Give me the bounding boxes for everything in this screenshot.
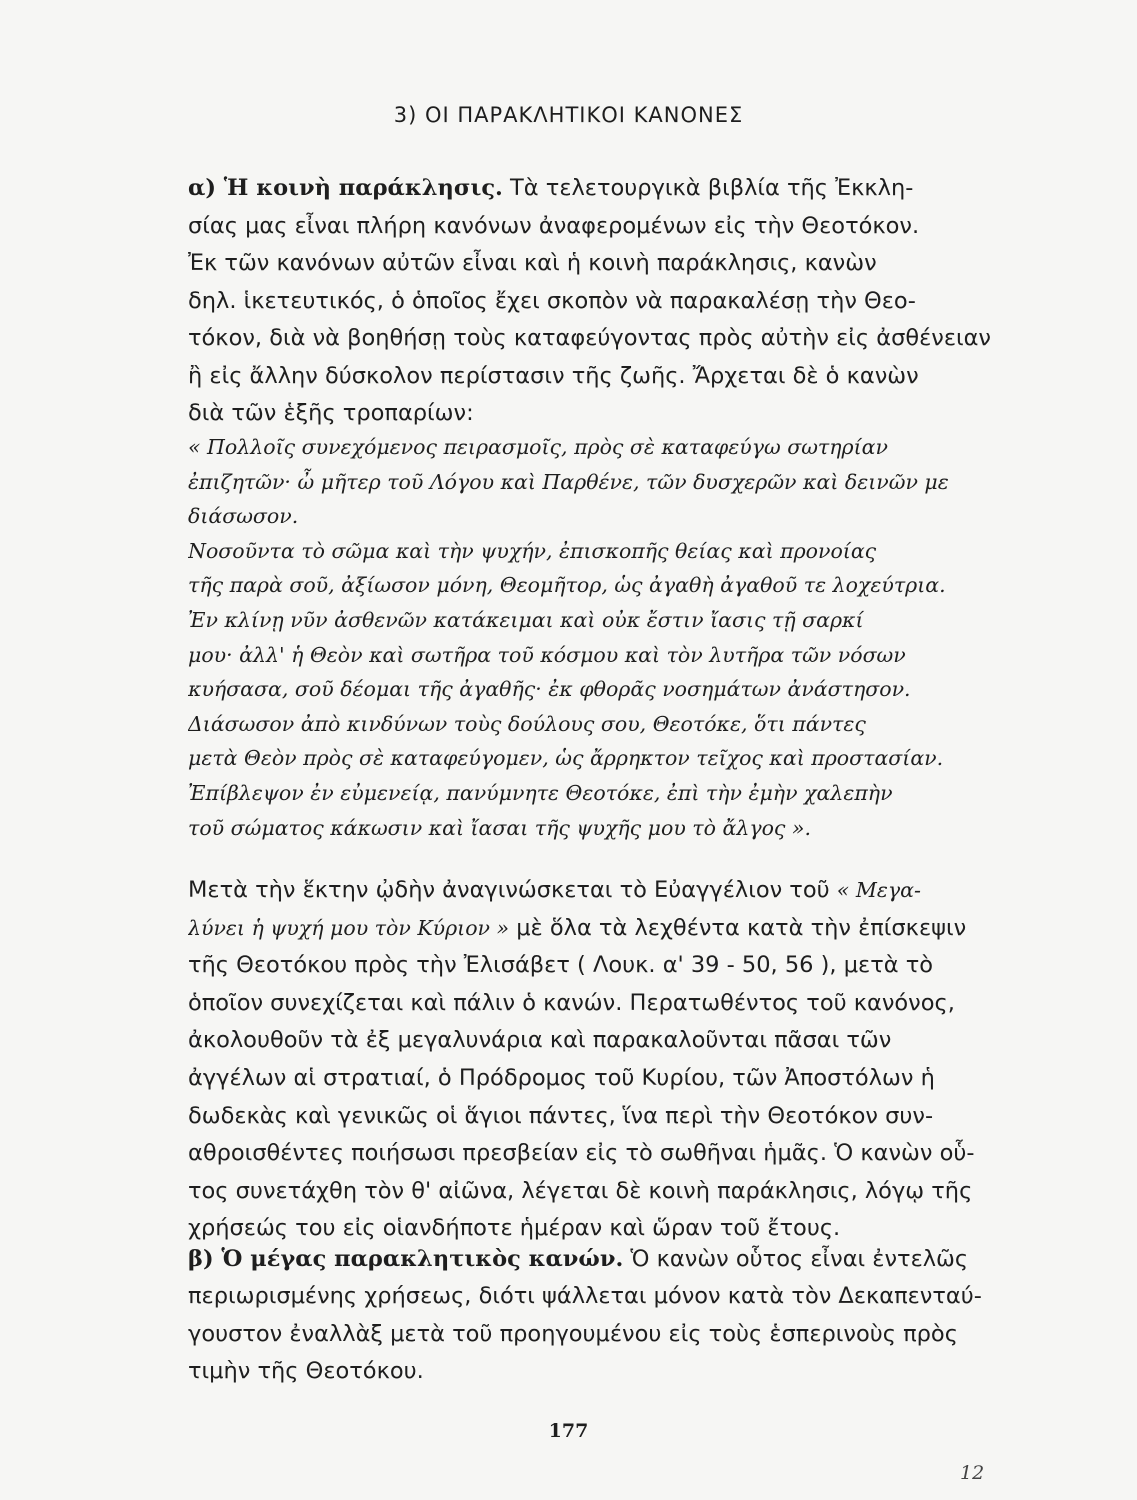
- signature-mark: 12: [960, 1462, 985, 1484]
- quote-line: Διάσωσον ἀπὸ κινδύνων τοὺς δούλους σου, Θεοτόκε, ὅτι πάντες: [188, 711, 866, 736]
- quote-line: τοῦ σώματος κάκωσιν καὶ ἴασαι τῆς ψυχῆς μου τὸ ἄλγος ».: [188, 815, 811, 840]
- text-line: ἀγγέλων αἱ στρατιαί, ὁ Πρόδρομος τοῦ Κυρίου, τῶν Ἀποστόλων ἡ: [188, 1064, 935, 1091]
- section-a-paragraph: [188, 170, 998, 433]
- text-line: ὁποῖον συνεχίζεται καὶ πάλιν ὁ κανών. Περατωθέντος τοῦ κανόνος,: [188, 989, 955, 1016]
- chapter-heading: 3) ΟΙ ΠΑΡΑΚΛΗΤΙΚΟΙ ΚΑΝΟΝΕΣ: [393, 103, 744, 127]
- text-line: δηλ. ἱκετευτικός, ὁ ὁποῖος ἔχει σκοπὸν νὰ παρακαλέσῃ τὴν Θεο-: [188, 287, 916, 314]
- text-line: τῆς Θεοτόκου πρὸς τὴν Ἐλισάβετ ( Λουκ. α' 39 - 50, 56 ), μετὰ τὸ: [188, 952, 934, 979]
- text-line: περιωρισμένης χρήσεως, διότι ψάλλεται μόνον κατὰ τὸν Δεκαπενταύ-: [188, 1283, 982, 1310]
- text-line: α) Ἡ κοινὴ παράκλησις. Τὰ τελετουργικὰ βιβλία τῆς Ἐκκλη-: [188, 175, 914, 201]
- quote-line: τῆς παρὰ σοῦ, ἀξίωσον μόνη, Θεομῆτορ, ὡς ἀγαθὴ ἀγαθοῦ τε λοχεύτρια.: [188, 573, 946, 598]
- quote-line: Ἐν κλίνῃ νῦν ἀσθενῶν κατάκειμαι καὶ οὐκ ἔστιν ἴασις τῇ σαρκί: [188, 607, 864, 632]
- troparia-quote: [188, 430, 998, 845]
- section-b-label: β) Ὁ μέγας παρακλητικὸς κανών.: [188, 1246, 624, 1272]
- text-line: ἢ εἰς ἄλλην δύσκολον περίστασιν τῆς ζωῆς. Ἄρχεται δὲ ὁ κανὼν: [188, 362, 919, 389]
- text-line: ἀκολουθοῦν τὰ ἐξ μεγαλυνάρια καὶ παρακαλοῦνται πᾶσαι τῶν: [188, 1027, 892, 1054]
- quote-line: ἐπιζητῶν· ὦ μῆτερ τοῦ Λόγου καὶ Παρθένε, τῶν δυσχερῶν καὶ δεινῶν με: [188, 469, 949, 494]
- page-number: 177: [548, 1420, 589, 1442]
- quote-line: κυήσασα, σοῦ δέομαι τῆς ἀγαθῆς· ἐκ φθορᾶς νοσημάτων ἀνάστησον.: [188, 677, 911, 702]
- quote-line: Νοσοῦντα τὸ σῶμα καὶ τὴν ψυχήν, ἐπισκοπῆς θείας καὶ προνοίας: [188, 538, 877, 563]
- text-line: σίας μας εἶναι πλήρη κανόνων ἀναφερομένων εἰς τὴν Θεοτόκον.: [188, 212, 920, 239]
- text-line: τιμὴν τῆς Θεοτόκου.: [188, 1357, 424, 1384]
- section-a-label: α) Ἡ κοινὴ παράκλησις.: [188, 175, 503, 201]
- text-line: δωδεκὰς καὶ γενικῶς οἱ ἅγιοι πάντες, ἵνα περὶ τὴν Θεοτόκον συν-: [188, 1102, 934, 1129]
- text-line: χρήσεώς του εἰς οἱανδήποτε ἡμέραν καὶ ὥραν τοῦ ἔτους.: [188, 1215, 841, 1242]
- quote-line: διάσωσον.: [188, 504, 299, 529]
- section-b-paragraph: [188, 1241, 998, 1390]
- text-line: αθροισθέντες ποιήσωσι πρεσβείαν εἰς τὸ σωθῆναι ἡμᾶς. Ὁ κανὼν οὗ-: [188, 1140, 975, 1167]
- text-line: Μετὰ τὴν ἕκτην ᾠδὴν ἀναγινώσκεται τὸ Εὐαγγέλιον τοῦ « Μεγα-: [188, 877, 921, 903]
- text-line: β) Ὁ μέγας παρακλητικὸς κανών. Ὁ κανὼν οὗτος εἶναι ἐντελῶς: [188, 1246, 969, 1272]
- text-line: Ἐκ τῶν κανόνων αὐτῶν εἶναι καὶ ἡ κοινὴ παράκλησις, κανὼν: [188, 250, 877, 276]
- quote-line: μετὰ Θεὸν πρὸς σὲ καταφεύγομεν, ὡς ἄρρηκτον τεῖχος καὶ προστασίαν.: [188, 746, 944, 771]
- text-line: γουστον ἐναλλὰξ μετὰ τοῦ προηγουμένου εἰς τοὺς ἑσπερινοὺς πρὸς: [188, 1320, 958, 1347]
- text-line: τος συνετάχθη τὸν θ' αἰῶνα, λέγεται δὲ κοινὴ παράκλησις, λόγῳ τῆς: [188, 1177, 973, 1204]
- text-line: τόκον, διὰ νὰ βοηθήσῃ τοὺς καταφεύγοντας πρὸς αὐτὴν εἰς ἀσθένειαν: [188, 325, 992, 351]
- quote-line: μου· ἀλλ' ἡ Θεὸν καὶ σωτῆρα τοῦ κόσμου καὶ τὸν λυτῆρα τῶν νόσων: [188, 642, 906, 667]
- quote-line: Ἐπίβλεψον ἐν εὐμενείᾳ, πανύμνητε Θεοτόκε, ἐπὶ τὴν ἐμὴν χαλεπὴν: [188, 780, 893, 805]
- text-line: λύνει ἡ ψυχή μου τὸν Κύριον » μὲ ὅλα τὰ λεχθέντα κατὰ τὴν ἐπίσκεψιν: [188, 914, 967, 941]
- text-line: διὰ τῶν ἑξῆς τροπαρίων:: [188, 400, 474, 426]
- gospel-paragraph: [188, 872, 998, 1248]
- quote-line: « Πολλοῖς συνεχόμενος πειρασμοῖς, πρὸς σὲ καταφεύγω σωτηρίαν: [188, 435, 888, 459]
